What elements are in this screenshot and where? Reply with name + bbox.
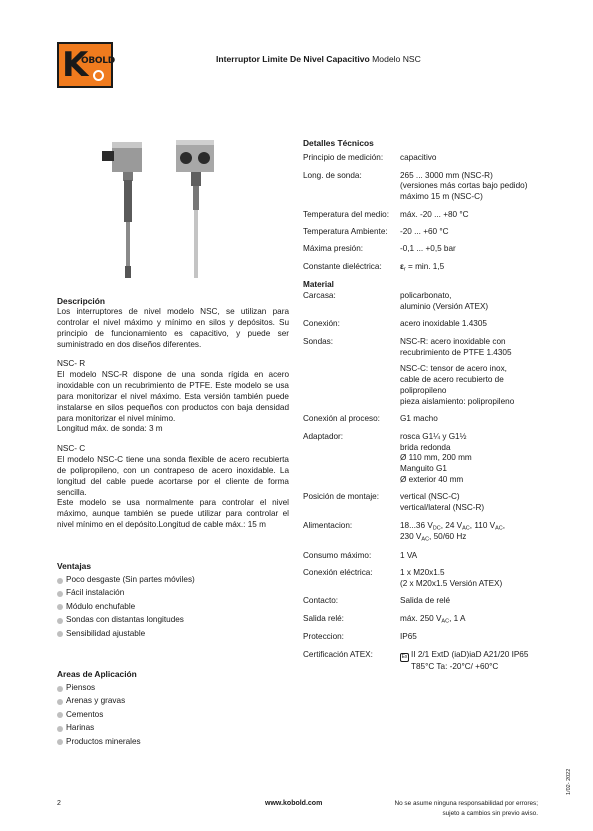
spec-value: -0,1 ... +0,5 bar bbox=[400, 244, 456, 254]
description-section bbox=[57, 296, 289, 531]
tech-heading: Detalles Técnicos bbox=[303, 138, 374, 148]
list-item: Cementos bbox=[57, 710, 289, 723]
spec-value: 1 VA bbox=[400, 550, 418, 560]
spec-line: máximo 15 m (NSC-C) bbox=[400, 192, 483, 202]
subscript: r bbox=[403, 266, 406, 273]
advantages-list bbox=[57, 575, 289, 642]
table-row bbox=[303, 227, 538, 244]
table-row bbox=[303, 262, 538, 280]
list-item: Sensibilidad ajustable bbox=[57, 629, 289, 642]
table-row bbox=[303, 596, 538, 613]
spec-text: , 50/60 Hz bbox=[429, 532, 467, 542]
spec-line: NSC-R: acero inoxidable con bbox=[400, 336, 506, 346]
spec-label: Sondas: bbox=[303, 336, 334, 346]
spec-label: Constante dieléctrica: bbox=[303, 261, 382, 271]
spec-value bbox=[400, 291, 538, 319]
logo-ring-icon bbox=[93, 70, 104, 81]
spec-line: (versiones más cortas bajo pedido) bbox=[400, 181, 528, 191]
spec-value: máx. -20 ... +80 °C bbox=[400, 209, 469, 219]
table-row bbox=[303, 650, 538, 679]
disclaimer bbox=[386, 799, 538, 819]
spec-value bbox=[400, 262, 538, 280]
spec-label: Conexión eléctrica: bbox=[303, 568, 373, 578]
spec-label: Posición de montaje: bbox=[303, 492, 380, 502]
table-row bbox=[303, 319, 538, 336]
spec-line bbox=[400, 521, 538, 533]
spec-value: Salida de relé bbox=[400, 596, 451, 606]
list-item: Poco desgaste (Sin partes móviles) bbox=[57, 575, 289, 588]
spec-text: máx. 250 V bbox=[400, 613, 442, 623]
spec-label: Temperatura del medio: bbox=[303, 209, 390, 219]
list-item: Piensos bbox=[57, 683, 289, 696]
table-row bbox=[303, 432, 538, 493]
spec-label: Conexión al proceso: bbox=[303, 414, 380, 424]
subscript: AC bbox=[441, 618, 450, 625]
title-bold: Interruptor Limite De Nivel Capacitivo bbox=[216, 54, 370, 64]
spec-value bbox=[400, 337, 538, 415]
spec-label: Consumo máximo: bbox=[303, 550, 372, 560]
description-heading: Descripción bbox=[57, 296, 105, 306]
nscc-text: El modelo NSC-C tiene una sonda flexible de acero recubierta de polipropileno, con un contrapeso de acero inoxidable. La longitud del cable puede acortarse por el cliente de forma sencilla. bbox=[57, 455, 289, 497]
subscript: AC bbox=[495, 525, 503, 532]
spec-label: Adaptador: bbox=[303, 431, 344, 441]
spec-text: , 24 V bbox=[440, 520, 463, 530]
table-row bbox=[303, 171, 538, 210]
table-row bbox=[303, 280, 538, 291]
spec-text: 230 V bbox=[400, 532, 422, 542]
technical-details bbox=[303, 138, 538, 679]
logo-text: OBOLD bbox=[81, 56, 115, 66]
table-row bbox=[303, 492, 538, 520]
list-item: Sondas con distantas longitudes bbox=[57, 615, 289, 628]
spec-line: recubrimiento de PTFE 1.4305 bbox=[400, 347, 512, 357]
website-link[interactable]: www.kobold.com bbox=[265, 800, 323, 807]
table-row bbox=[303, 153, 538, 170]
table-row bbox=[303, 568, 538, 596]
spec-value: G1 macho bbox=[400, 414, 438, 424]
applications-heading: Areas de Aplicación bbox=[57, 669, 137, 679]
subscript: AC bbox=[421, 536, 430, 543]
epsilon-symbol: ε bbox=[400, 261, 404, 271]
page-title bbox=[216, 54, 421, 65]
spec-label: Temperatura Ambiente: bbox=[303, 227, 388, 237]
applications-section bbox=[57, 669, 289, 750]
spec-line: rosca G1¼ y G1½ bbox=[400, 431, 467, 441]
disclaimer-line: No se asume ninguna responsabilidad por errores; bbox=[394, 800, 538, 807]
nscr-text: El modelo NSC-R dispone de una sonda rígida en acero inoxidable con un recubrimiento de PTFE. Este modelo se usa para monitorizar el nivel máximo. Esta versión también puede instalarse en silos pequeños con productos con baja densidad para monitorizar el nivel mínimo. bbox=[57, 370, 289, 423]
spec-label: Carcasa: bbox=[303, 291, 336, 301]
table-row bbox=[303, 337, 538, 415]
spec-label: Contacto: bbox=[303, 596, 339, 606]
spec-text: 18...36 V bbox=[400, 520, 433, 530]
table-row bbox=[303, 551, 538, 568]
list-item: Arenas y gravas bbox=[57, 696, 289, 709]
nscc-title: NSC- C bbox=[57, 444, 86, 454]
spec-line: policarbonato, bbox=[400, 291, 452, 301]
description-intro: Los interruptores de nivel modelo NSC, se utilizan para controlar el nivel máximo y mínimo en silos y depósitos. Su principio de funcionamiento es capacitivo, y puede ser suministrado en dos diseños diferentes. bbox=[57, 307, 289, 349]
document-date: 1/02- 2022 bbox=[566, 768, 572, 795]
spec-value bbox=[400, 650, 538, 679]
material-heading: Material bbox=[303, 280, 334, 290]
spec-text: = min. 1,5 bbox=[405, 261, 445, 271]
spec-line: pieza aislamiento: polipropileno bbox=[400, 396, 515, 406]
table-row bbox=[303, 414, 538, 431]
logo-letter: K bbox=[62, 45, 89, 85]
table-row bbox=[303, 521, 538, 551]
nscr-length: Longitud máx. de sonda: 3 m bbox=[57, 424, 163, 434]
spec-value bbox=[400, 614, 538, 632]
spec-label: Certificación ATEX: bbox=[303, 649, 373, 659]
advantages-heading: Ventajas bbox=[57, 561, 91, 571]
applications-list bbox=[57, 683, 289, 750]
spec-line bbox=[400, 650, 538, 662]
spec-line: polipropileno bbox=[400, 386, 447, 396]
spec-value: acero inoxidable 1.4305 bbox=[400, 319, 487, 329]
subscript: AC bbox=[462, 525, 470, 532]
page-number: 2 bbox=[57, 800, 61, 807]
table-row bbox=[303, 291, 538, 319]
spec-label: Conexión: bbox=[303, 319, 340, 329]
spec-line: Manguito G1 bbox=[400, 464, 447, 474]
atex-ex-icon: Ex bbox=[401, 653, 408, 660]
spec-value: -20 ... +60 °C bbox=[400, 227, 449, 237]
list-item: Módulo enchufable bbox=[57, 602, 289, 615]
nscc-text-2: Este modelo se usa normalmente para controlar el nivel máximo, aunque también se puede utilizar para controlar el nivel mínimo en el depósito.Longitud de cable máx.: 15 m bbox=[57, 498, 289, 529]
list-item: Harinas bbox=[57, 723, 289, 736]
kobold-logo bbox=[57, 42, 113, 88]
spec-line: T85°C Ta: -20°C/ +60°C bbox=[411, 661, 499, 671]
spec-label: Salida relé: bbox=[303, 613, 344, 623]
spec-label: Principio de medición: bbox=[303, 153, 384, 163]
spec-value bbox=[400, 568, 538, 596]
list-item: Fácil instalación bbox=[57, 588, 289, 601]
advantages-section bbox=[57, 561, 289, 642]
spec-text: II 2/1 ExtD (iaD)iaD A21/20 IP65 bbox=[411, 649, 529, 659]
table-row bbox=[303, 632, 538, 649]
tech-table bbox=[303, 153, 538, 679]
spec-value bbox=[400, 521, 538, 551]
table-row bbox=[303, 614, 538, 632]
spec-label: Alimentacion: bbox=[303, 520, 353, 530]
spec-label: Proteccion: bbox=[303, 632, 344, 642]
spec-label: Máxima presión: bbox=[303, 244, 364, 254]
product-image bbox=[88, 136, 248, 288]
spec-line: Ø 110 mm, 200 mm bbox=[400, 453, 472, 463]
spec-line: (2 x M20x1.5 Versión ATEX) bbox=[400, 579, 503, 589]
table-row bbox=[303, 244, 538, 261]
spec-value bbox=[400, 492, 538, 520]
level-switch-illustration bbox=[88, 136, 248, 288]
spec-line: Ø exterior 40 mm bbox=[400, 475, 464, 484]
list-item: Productos minerales bbox=[57, 737, 289, 750]
spec-value: capacitivo bbox=[400, 153, 437, 163]
spec-label: Long. de sonda: bbox=[303, 170, 362, 180]
disclaimer-line: sujeto a cambios sin previo aviso. bbox=[442, 809, 538, 817]
nscr-title: NSC- R bbox=[57, 359, 86, 369]
spec-value bbox=[400, 171, 538, 210]
spec-line: aluminio (Versión ATEX) bbox=[400, 301, 489, 311]
spec-line: 1 x M20x1.5 bbox=[400, 568, 445, 578]
spec-text: , 1 A bbox=[449, 613, 466, 623]
spec-line: brida redonda bbox=[400, 442, 451, 452]
subscript: DC bbox=[432, 525, 441, 532]
spec-line: 265 ... 3000 mm (NSC-R) bbox=[400, 170, 493, 180]
spec-line: cable de acero recubierto de bbox=[400, 375, 504, 385]
spec-line: vertical (NSC-C) bbox=[400, 492, 460, 502]
spec-value: IP65 bbox=[400, 632, 417, 642]
spec-line bbox=[400, 532, 538, 544]
spec-text: , 110 V bbox=[469, 520, 496, 530]
spec-text: , bbox=[502, 520, 506, 530]
spec-line: vertical/lateral (NSC-R) bbox=[400, 503, 485, 513]
spec-line: NSC-C: tensor de acero inox, bbox=[400, 364, 507, 374]
table-row bbox=[303, 210, 538, 227]
spec-value bbox=[400, 432, 538, 493]
title-model: Modelo NSC bbox=[369, 54, 421, 64]
